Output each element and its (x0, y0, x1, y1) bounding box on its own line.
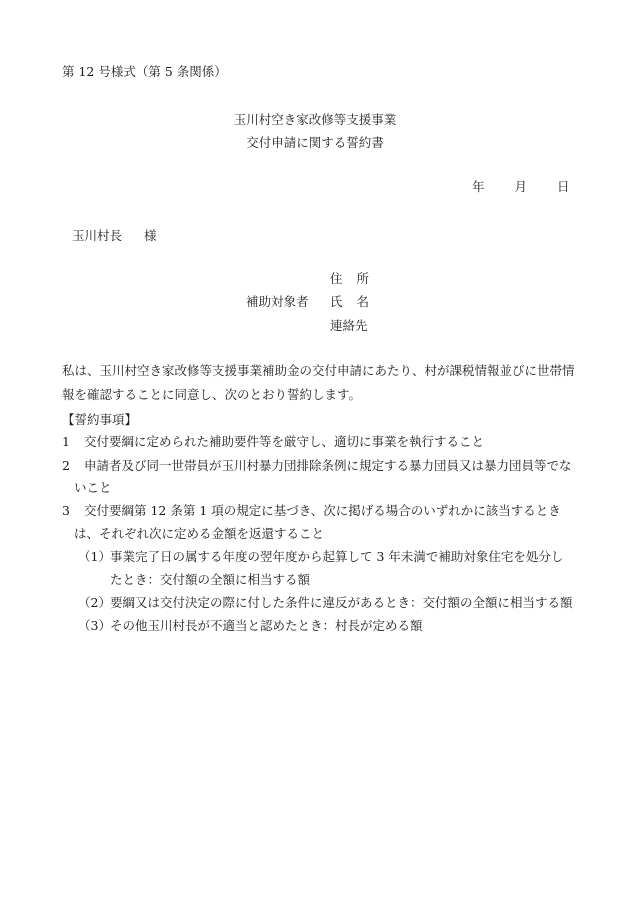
applicant-label: 補助対象者 (246, 294, 309, 309)
pledge-heading: 【誓約事項】 (62, 412, 138, 427)
sub-item-text: 要綱又は交付決定の際に付した条件に違反があるとき：交付額の全額に相当する額 (110, 595, 573, 610)
sub-item-number: （2） (78, 595, 111, 610)
pledge-item-1 (62, 434, 484, 450)
date-year: 年 (472, 179, 485, 194)
addressee-name: 玉川村長 (72, 228, 123, 243)
date-day: 日 (557, 179, 570, 194)
addressee (72, 228, 157, 244)
pledge-item-2 (62, 458, 572, 474)
sub-item-1 (78, 549, 563, 565)
name-field-label: 氏 名 (330, 294, 370, 309)
pledge-item-text: 申請者及び同一世帯員が玉川村暴力団排除条例に規定する暴力団員又は暴力団員等でな (84, 458, 572, 473)
pledge-item-number: 3 (62, 503, 70, 518)
pledge-item-3 (62, 503, 561, 519)
sub-item-number: （1） (78, 549, 111, 564)
addressee-honorific: 様 (144, 228, 157, 243)
pledge-item-text: 交付要綱第 12 条第 1 項の規定に基づき、次に掲げる場合のいずれかに該当するとき (84, 503, 561, 518)
form-number: 第 12 号様式（第 5 条関係） (62, 64, 227, 79)
pledge-item-3-continuation: は、それぞれ次に定める金額を返還すること (74, 526, 325, 541)
sub-item-number: （3） (78, 618, 111, 633)
contact-field-label: 連絡先 (330, 318, 368, 333)
date-month: 月 (514, 179, 528, 194)
date-line (472, 179, 570, 195)
pledge-item-text: 交付要綱に定められた補助要件等を厳守し、適切に事業を執行すること (84, 434, 485, 449)
sub-item-text: 事業完了日の属する年度の翌年度から起算して 3 年未満で補助対象住宅を処分し (110, 549, 564, 564)
document-title-line-2: 交付申請に関する誓約書 (246, 135, 384, 150)
pledge-item-2-continuation: いこと (74, 480, 112, 495)
consent-text-line-1: 私は、玉川村空き家改修等支援事業補助金の交付申請にあたり、村が課税情報並びに世帯情 (62, 363, 575, 378)
sub-item-text: その他玉川村長が不適当と認めたとき：村長が定める額 (110, 618, 423, 633)
document-title-line-1: 玉川村空き家改修等支援事業 (233, 112, 397, 127)
address-field-label: 住 所 (330, 271, 370, 286)
sub-item-3 (78, 618, 423, 634)
sub-item-2 (78, 595, 573, 611)
pledge-item-number: 1 (62, 434, 70, 449)
pledge-item-number: 2 (62, 458, 70, 473)
consent-text-line-2: 報を確認することに同意し、次のとおり誓約します。 (62, 387, 362, 402)
sub-item-1-continuation: たとき：交付額の全額に相当する額 (110, 572, 311, 587)
